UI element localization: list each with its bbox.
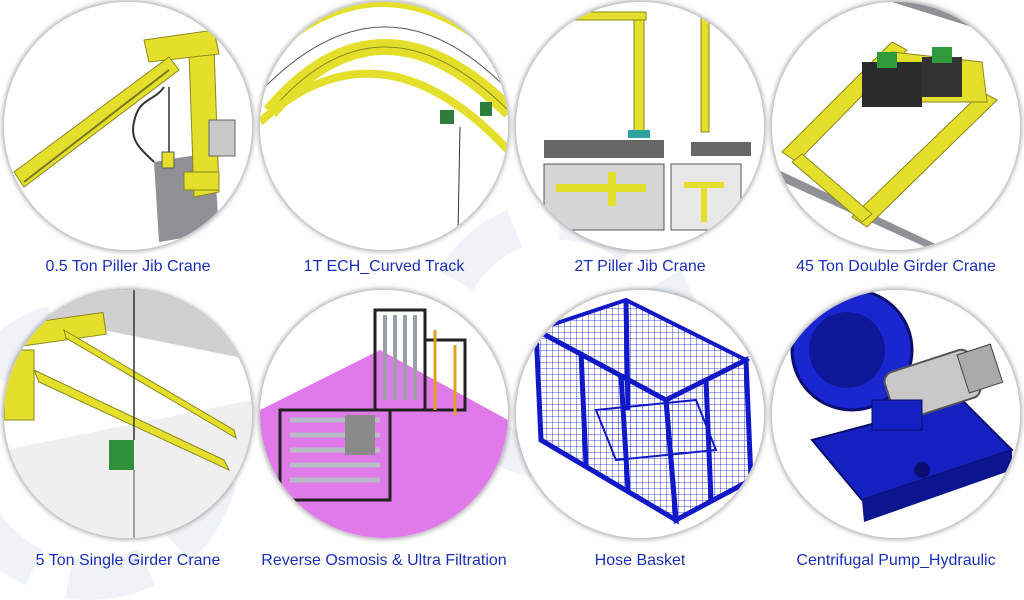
hose-basket-image[interactable] xyxy=(516,290,764,538)
product-tile-single-girder[interactable] xyxy=(0,290,256,576)
jib-crane-image[interactable] xyxy=(4,2,252,250)
product-caption[interactable]: Centrifugal Pump_Hydraulic xyxy=(796,552,996,569)
product-caption[interactable]: 1T ECH_Curved Track xyxy=(303,258,465,275)
product-caption[interactable]: 0.5 Ton Piller Jib Crane xyxy=(45,258,211,275)
product-tile-ro-plant[interactable] xyxy=(256,290,512,576)
double-girder-crane-image[interactable] xyxy=(772,2,1020,250)
product-caption[interactable]: 2T Piller Jib Crane xyxy=(574,258,706,275)
curved-track-image[interactable] xyxy=(260,2,508,250)
product-caption[interactable]: 5 Ton Single Girder Crane xyxy=(35,552,221,569)
product-tile-curved-track[interactable] xyxy=(256,0,512,286)
product-tile-jib-crane-drawing[interactable] xyxy=(512,0,768,286)
product-caption[interactable]: 45 Ton Double Girder Crane xyxy=(796,258,996,275)
centrifugal-pump-image[interactable] xyxy=(772,290,1020,538)
product-tile-double-girder[interactable] xyxy=(768,0,1024,286)
product-tile-jib-crane[interactable] xyxy=(0,0,256,286)
product-caption[interactable]: Hose Basket xyxy=(594,552,686,569)
product-tile-centrifugal-pump[interactable] xyxy=(768,290,1024,576)
single-girder-crane-image[interactable] xyxy=(4,290,252,538)
ro-plant-image[interactable] xyxy=(260,290,508,538)
jib-crane-drawing-image[interactable] xyxy=(516,2,764,250)
product-tile-hose-basket[interactable] xyxy=(512,290,768,576)
product-caption[interactable]: Reverse Osmosis & Ultra Filtration xyxy=(261,552,507,569)
